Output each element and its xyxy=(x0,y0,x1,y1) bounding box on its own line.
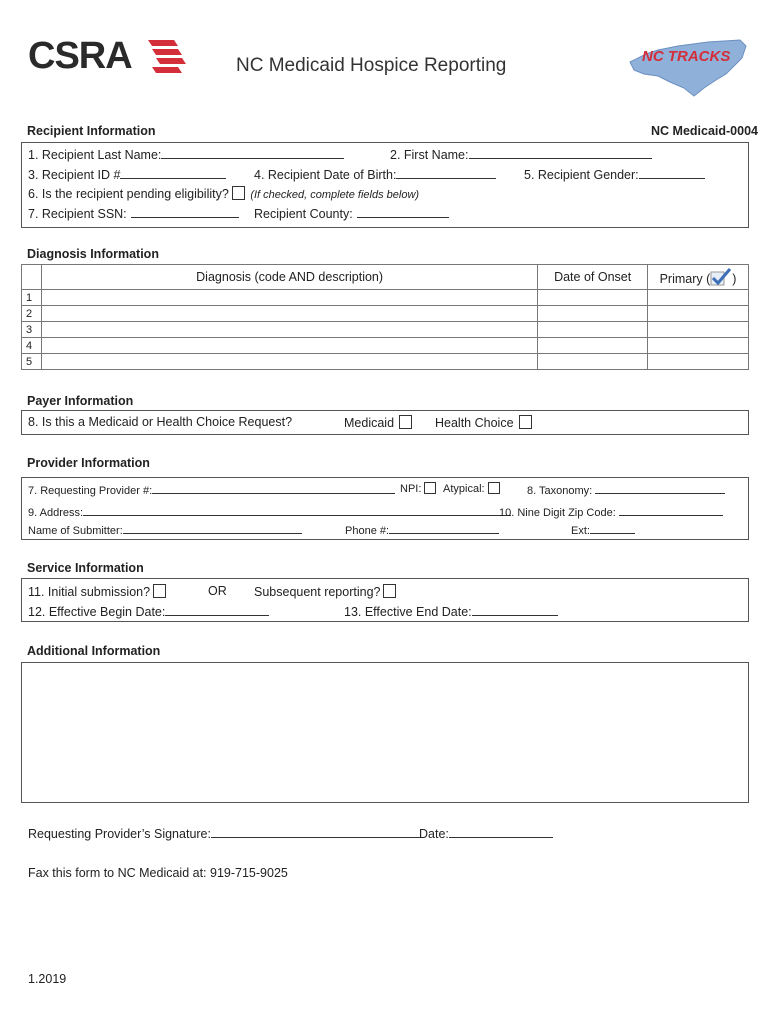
gender-field[interactable] xyxy=(524,167,705,182)
nctracks-logo xyxy=(628,36,750,98)
onset-cell[interactable] xyxy=(538,290,648,306)
csra-logo-text: CSRA xyxy=(28,35,132,77)
end-date-field[interactable] xyxy=(344,604,558,619)
provider-section-title: Provider Information xyxy=(27,456,150,470)
diagnosis-cell[interactable] xyxy=(41,290,537,306)
recipient-id-label: 3. Recipient ID # xyxy=(28,168,121,182)
pending-eligibility-label: 6. Is the recipient pending eligibility? xyxy=(28,187,229,201)
medicaid-label: Medicaid xyxy=(344,416,395,430)
subsequent-reporting-label: Subsequent reporting? xyxy=(254,585,381,599)
health-choice-option[interactable] xyxy=(435,415,532,430)
or-label: OR xyxy=(208,584,227,598)
address-label: 9. Address: xyxy=(28,507,84,519)
pending-eligibility-checkbox[interactable] xyxy=(232,186,245,200)
primary-cell[interactable] xyxy=(648,322,749,338)
begin-date-field[interactable] xyxy=(28,604,269,619)
initial-submission-checkbox[interactable] xyxy=(153,584,166,598)
diag-header-blank xyxy=(22,265,42,290)
primary-cell[interactable] xyxy=(648,306,749,322)
signature-label: Requesting Provider’s Signature: xyxy=(28,827,211,841)
county-label: Recipient County: xyxy=(254,207,353,221)
dob-label: 4. Recipient Date of Birth: xyxy=(254,168,397,182)
table-row: 3 xyxy=(22,322,749,338)
diag-header-primary-label: Primary ( xyxy=(659,272,711,286)
npi-checkbox[interactable] xyxy=(424,482,436,494)
additional-info-textarea[interactable] xyxy=(21,662,749,803)
onset-cell[interactable] xyxy=(538,306,648,322)
health-choice-label: Health Choice xyxy=(435,416,514,430)
end-date-label: 13. Effective End Date: xyxy=(344,605,472,619)
north-carolina-map-icon xyxy=(628,36,750,98)
zip-label: 10. Nine Digit Zip Code: xyxy=(499,507,616,519)
atypical-checkbox[interactable] xyxy=(488,482,500,494)
table-row: 4 xyxy=(22,338,749,354)
page-title: NC Medicaid Hospice Reporting xyxy=(236,55,507,76)
ext-field[interactable] xyxy=(571,522,635,537)
phone-field[interactable] xyxy=(345,522,499,537)
fax-instructions: Fax this form to NC Medicaid at: 919-715-9025 xyxy=(28,866,288,880)
requesting-provider-label: 7. Requesting Provider #: xyxy=(28,485,153,497)
table-row: 2 xyxy=(22,306,749,322)
diagnosis-table xyxy=(21,264,749,370)
signature-date-label: Date: xyxy=(419,827,449,841)
requesting-provider-field[interactable] xyxy=(28,482,395,497)
taxonomy-label: 8. Taxonomy: xyxy=(527,485,593,497)
address-field[interactable] xyxy=(28,504,511,519)
recipient-last-name-field[interactable] xyxy=(28,147,344,162)
dob-field[interactable] xyxy=(254,167,496,182)
subsequent-reporting-option[interactable] xyxy=(254,584,396,599)
additional-section-title: Additional Information xyxy=(27,644,161,658)
atypical-label: Atypical: xyxy=(443,483,485,495)
table-row: 1 xyxy=(22,290,749,306)
pending-eligibility-row xyxy=(28,186,419,201)
ssn-label: 7. Recipient SSN: xyxy=(28,207,127,221)
table-row: 5 xyxy=(22,354,749,370)
diag-header-primary: Primary ( ) xyxy=(648,265,749,290)
npi-label: NPI: xyxy=(400,483,422,495)
submitter-label: Name of Submitter: xyxy=(28,525,123,537)
taxonomy-field[interactable] xyxy=(527,482,725,497)
checkmark-icon xyxy=(710,268,732,286)
signature-date-field[interactable] xyxy=(419,826,553,841)
diagnosis-cell[interactable] xyxy=(41,354,537,370)
submitter-field[interactable] xyxy=(28,522,302,537)
diagnosis-cell[interactable] xyxy=(41,306,537,322)
ssn-field[interactable] xyxy=(28,206,239,221)
initial-submission-option[interactable] xyxy=(28,584,166,599)
diag-header-diagnosis: Diagnosis (code AND description) xyxy=(41,265,537,290)
begin-date-label: 12. Effective Begin Date: xyxy=(28,605,166,619)
csra-logo xyxy=(28,34,132,78)
phone-label: Phone #: xyxy=(345,525,390,537)
primary-cell[interactable] xyxy=(648,290,749,306)
pending-note: (If checked, complete fields below) xyxy=(250,189,420,201)
nctracks-logo-text: NC TRACKS xyxy=(642,48,731,65)
onset-cell[interactable] xyxy=(538,322,648,338)
payer-question: 8. Is this a Medicaid or Health Choice Request? xyxy=(28,415,293,429)
primary-cell[interactable] xyxy=(648,354,749,370)
recipient-id-field[interactable] xyxy=(28,167,226,182)
signature-field[interactable] xyxy=(28,826,421,841)
diagnosis-cell[interactable] xyxy=(41,322,537,338)
form-id: NC Medicaid-0004 xyxy=(651,124,758,138)
medicaid-checkbox[interactable] xyxy=(399,415,412,429)
csra-stripes-icon xyxy=(148,36,188,76)
service-section-title: Service Information xyxy=(27,561,144,575)
medicaid-option[interactable] xyxy=(344,415,412,430)
diagnosis-header-row xyxy=(22,265,749,290)
onset-cell[interactable] xyxy=(538,338,648,354)
first-name-field[interactable] xyxy=(390,147,652,162)
zip-field[interactable] xyxy=(499,504,723,519)
gender-label: 5. Recipient Gender: xyxy=(524,168,639,182)
subsequent-reporting-checkbox[interactable] xyxy=(383,584,396,598)
first-name-label: 2. First Name: xyxy=(390,148,469,162)
diag-header-onset: Date of Onset xyxy=(538,265,648,290)
initial-submission-label: 11. Initial submission? xyxy=(28,585,151,599)
atypical-field[interactable] xyxy=(443,482,500,495)
onset-cell[interactable] xyxy=(538,354,648,370)
health-choice-checkbox[interactable] xyxy=(519,415,532,429)
recipient-last-name-label: 1. Recipient Last Name: xyxy=(28,148,162,162)
recipient-section-title: Recipient Information xyxy=(27,124,156,138)
ext-label: Ext: xyxy=(571,525,590,537)
county-field[interactable] xyxy=(254,206,449,221)
payer-section-title: Payer Information xyxy=(27,394,134,408)
npi-field[interactable] xyxy=(400,482,436,495)
diagnosis-cell[interactable] xyxy=(41,338,537,354)
diagnosis-section-title: Diagnosis Information xyxy=(27,247,159,261)
form-version: 1.2019 xyxy=(28,972,67,986)
primary-cell[interactable] xyxy=(648,338,749,354)
